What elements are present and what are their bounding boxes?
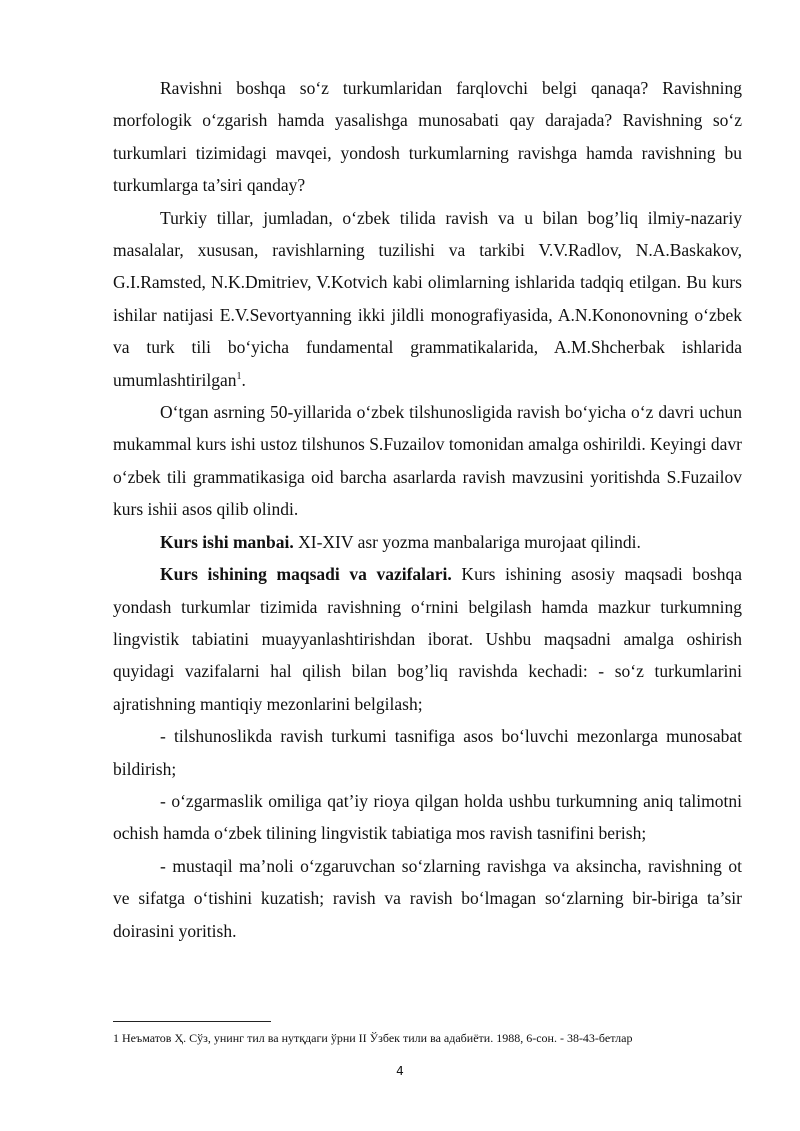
source-text: XI-XIV asr yozma manbalariga murojaat qilindi. [293, 531, 641, 552]
footnote-reference: 1 [236, 370, 242, 382]
paragraph-goals [113, 558, 742, 720]
page-number: 4 [396, 1064, 404, 1078]
footnote-divider [113, 1021, 271, 1022]
task-item: - mustaqil ma’noli o‘zgaruvchan so‘zlarning ravishga va aksincha, ravishning ot ve sifatga o‘tishini kuzatish; ravish va ravish bo‘lmagan so‘zlarning bir-biriga ta’sir doirasini yoritish. [113, 855, 742, 941]
paragraph-turkic-studies [113, 202, 742, 396]
footnote-reference-trail: . [241, 369, 246, 390]
paragraph-fuzailov: O‘tgan asrning 50-yillarida o‘zbek tilshunosligida ravish bo‘yicha o‘z davri uchun mukammal kurs ishi ustoz tilshunos S.Fuzailov tomonidan amalga oshirildi. Keyingi davr o‘zbek tili grammatikasiga oid barcha asarlarda ravish mavzusini yoritishda S.Fuzailov kurs ishii asos qilib olindi. [113, 402, 742, 520]
goals-text: Kurs ishining asosiy maqsadi boshqa yondash turkumlar tizimida ravishning o‘rnini belgilash hamda mazkur turkumning lingvistik tabiatini muayyanlashtirishdan iborat. Ushbu maqsadni amalga oshirish quyidagi vazifalarni hal qilish bilan bog’liq ravishda kechadi: - so‘z turkumlarini ajratishning mantiqiy mezonlarini belgilash; [113, 564, 742, 714]
paragraph-source [113, 526, 742, 558]
footnote: 1 Неъматов Ҳ. Сўз, унинг тил ва нутқдаги ўрни II Ўзбек тили ва адабиёти. 1988, 6-сон. - 38-43-бетлар [113, 1031, 633, 1045]
source-label: Kurs ishi manbai. [160, 531, 294, 552]
body-text [113, 72, 742, 947]
goals-label: Kurs ishining maqsadi va vazifalari. [160, 564, 452, 585]
paragraph-turkic-studies-text: Turkiy tillar, jumladan, o‘zbek tilida ravish va u bilan bog’liq ilmiy-nazariy masalalar, xususan, ravishlarning tuzilishi va tarkibi V.V.Radlov, N.A.Baskakov, G.I.Ramsted, N.K.Dmitriev, V.Kotvich kabi olimlarning ishlarida tadqiq etilgan. Bu kurs ishilar natijasi E.V.Sevortyanning ikki jildli monografiyasida, A.N.Kononovning o‘zbek va turk tili bo‘yicha fundamental grammatikalarida, A.M.Shcherbak ishlarida umumlashtirilgan [113, 207, 742, 390]
task-item: - tilshunoslikda ravish turkumi tasnifiga asos bo‘luvchi mezonlarga munosabat bildirish; [113, 726, 742, 779]
task-item: - o‘zgarmaslik omiliga qat’iy rioya qilgan holda ushbu turkumning aniq talimotni ochish hamda o‘zbek tilining lingvistik tabiatiga mos ravish tasnifini berish; [113, 790, 742, 844]
paragraph-questions: Ravishni boshqa so‘z turkumlaridan farqlovchi belgi qanaqa? Ravishning morfologik o‘zgarish hamda yasalishga munosabati qay darajada? Ravishning so‘z turkumlari tizimidagi mavqei, yondosh turkumlarning ravishga hamda ravishning bu turkumlarga ta’siri qanday? [113, 78, 742, 196]
